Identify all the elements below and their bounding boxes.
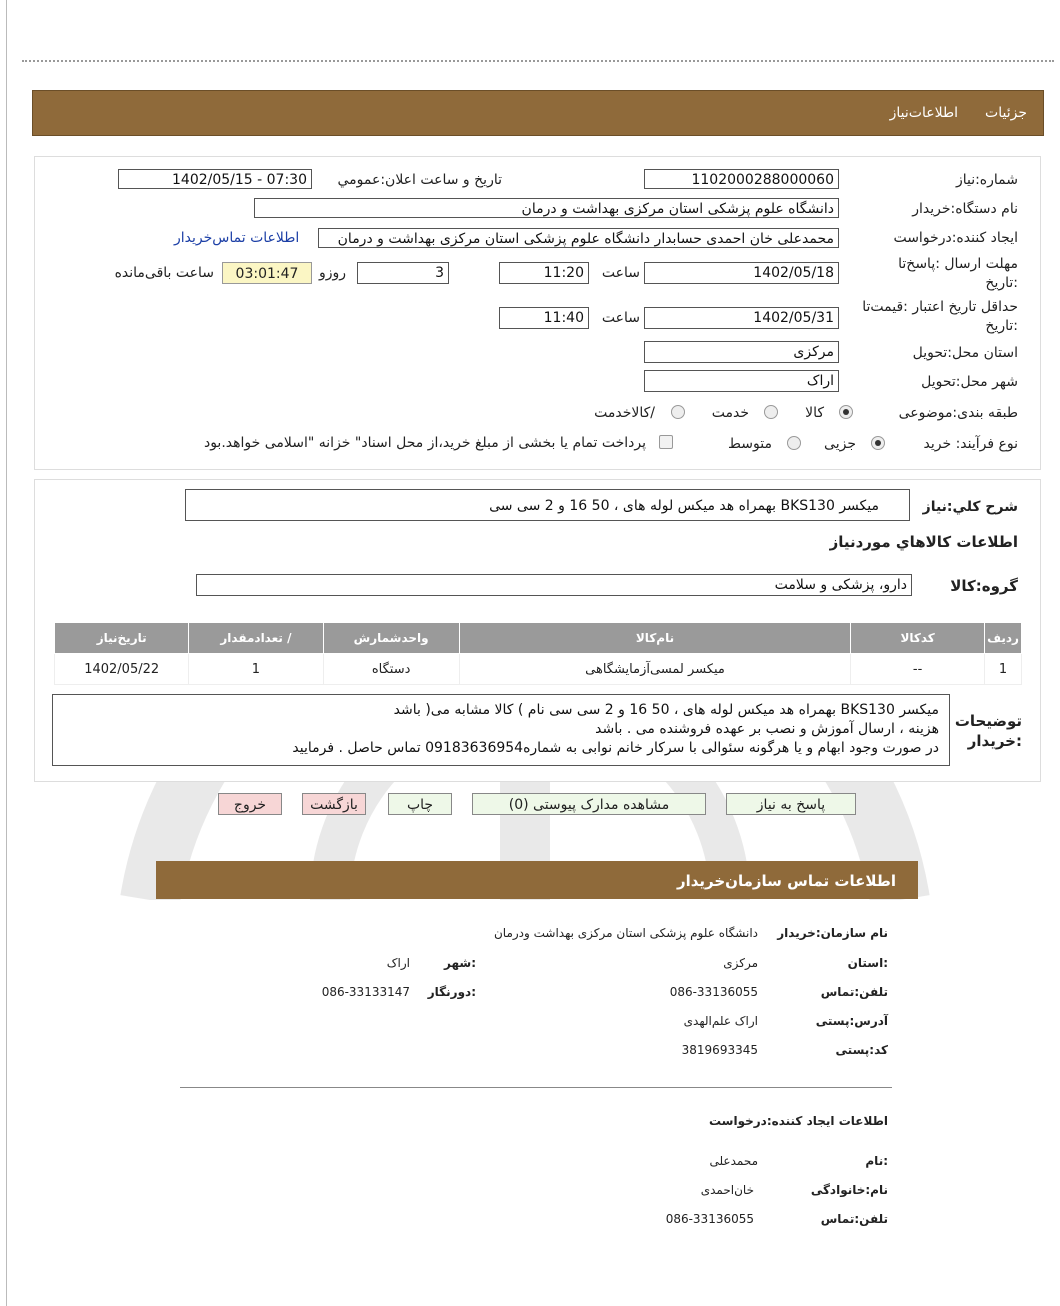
category-service-label: خدمت: [711, 405, 749, 421]
validity-label: حداقل تاریخ اعتبار :قیمت‌تا: [862, 299, 1018, 315]
creator-phone-label: تلفن:تماس: [820, 1212, 888, 1226]
announce-field: 1402/05/15 - 07:30: [118, 169, 312, 189]
process-partial-radio[interactable]: [871, 436, 885, 450]
items-table: [54, 622, 1022, 685]
category-goods-label: کالا: [805, 405, 824, 421]
attachments-button[interactable]: مشاهده مدارک پیوستی (0): [472, 793, 706, 815]
process-type-label: نوع فرآیند: خرید: [923, 436, 1018, 452]
treasury-payment-checkbox[interactable]: [659, 435, 673, 449]
items-section-title: اطلاعات کالاهاي موردنیاز: [829, 533, 1018, 551]
cell-name: میکسر لمسی‌آزمایشگاهی: [459, 654, 850, 685]
col-row: ردیف: [985, 623, 1022, 654]
top-divider: [22, 60, 1054, 62]
city-field: اراک: [644, 370, 839, 392]
contact-address: اراک علم‌الهدی: [683, 1014, 758, 1028]
items-table-header-row: [55, 623, 1022, 654]
buyer-contact-link[interactable]: اطلاعات تماس‌خریدار: [174, 230, 300, 246]
buyer-notes-line-2: هزینه ، ارسال آموزش و نصب بر عهده فروشنده می . باشد: [595, 721, 939, 737]
reply-button[interactable]: پاسخ به نیاز: [726, 793, 856, 815]
contact-city: اراک: [386, 956, 410, 970]
creator-name: محمدعلی: [709, 1154, 758, 1168]
contact-header: [156, 861, 918, 899]
deadline-date-field: 1402/05/18: [644, 262, 839, 284]
category-label: طبقه بندی:موضوعی: [898, 405, 1018, 421]
exit-button[interactable]: خروج: [218, 793, 282, 815]
cell-unit: دستگاه: [323, 654, 459, 685]
page-header-bar: [32, 90, 1044, 136]
contact-phone: 086-33136055: [669, 985, 758, 999]
deadline-time-label: ساعت: [601, 265, 640, 281]
need-number-field: 1102000288000060: [644, 169, 839, 189]
contact-fax-label: :دورنگار: [427, 985, 476, 999]
countdown-timer: 03:01:47: [222, 262, 312, 284]
day-label: روزو: [318, 265, 346, 281]
buyer-notes-line-1: میکسر BKS130 بهمراه هد میکس لوله های ، 50 16 و 2 سی سی نام ) کالا مشابه می( باشد: [393, 702, 939, 718]
category-service-radio[interactable]: [764, 405, 778, 419]
tab-details[interactable]: جزئيات: [985, 105, 1027, 121]
category-both-label: /کالاخدمت: [594, 405, 655, 421]
buyer-notes-label: توضیحات: [954, 712, 1022, 730]
creator-label: ایجاد کننده:درخواست: [893, 230, 1018, 246]
contact-postal-label: کد:پستی: [835, 1043, 888, 1057]
contact-phone-label: تلفن:تماس: [820, 985, 888, 999]
cell-code: --: [851, 654, 985, 685]
deadline-label: مهلت ارسال :پاسخ‌تا: [898, 256, 1018, 272]
remaining-label: ساعت باقی‌مانده: [114, 265, 214, 281]
creator-info-title: اطلاعات ایجاد کننده:درخواست: [708, 1114, 888, 1128]
contact-org-label: نام سازمان:خریدار: [777, 926, 888, 940]
cell-quantity: 1: [189, 654, 323, 685]
general-desc-field: میکسر BKS130 بهمراه هد میکس لوله های ، 50 16 و 2 سی سی: [185, 489, 910, 521]
process-medium-label: متوسط: [728, 436, 772, 452]
process-partial-label: جزیی: [824, 436, 856, 452]
back-button[interactable]: بازگشت: [302, 793, 366, 815]
cell-need-date: 1402/05/22: [55, 654, 189, 685]
contact-org: دانشگاه علوم پزشکی استان مرکزی بهداشت ودرمان: [493, 926, 758, 940]
process-medium-radio[interactable]: [787, 436, 801, 450]
province-label: استان محل:تحویل: [912, 345, 1018, 361]
category-goods-radio[interactable]: [839, 405, 853, 419]
creator-family: خان‌احمدی: [700, 1183, 754, 1197]
creator-name-label: :نام: [865, 1154, 888, 1168]
table-row: [55, 654, 1022, 685]
category-both-radio[interactable]: [671, 405, 685, 419]
tab-need-info[interactable]: اطلاعات‌نیاز: [889, 105, 958, 121]
col-code: کدکالا: [851, 623, 985, 654]
col-unit: واحدشمارش: [323, 623, 459, 654]
deadline-time-field: 11:20: [499, 262, 589, 284]
validity-time-field: 11:40: [499, 307, 589, 329]
need-number-label: شماره:نیاز: [955, 172, 1018, 188]
col-quantity: / تعدادمقدار: [189, 623, 323, 654]
announce-label: تاريخ و ساعت اعلان:عمومي: [337, 172, 502, 188]
contact-province-label: :استان: [847, 956, 888, 970]
buyer-notes-field: [52, 694, 950, 766]
deadline-label-2: :تاریخ: [985, 275, 1018, 291]
contact-title: اطلاعات تماس سازمان‌خریدار: [676, 872, 896, 890]
contact-address-label: آدرس:پستی: [815, 1014, 888, 1028]
contact-fax: 086-33133147: [321, 985, 410, 999]
goods-group-field: دارو، پزشکی و سلامت: [196, 574, 912, 596]
days-field: 3: [357, 262, 449, 284]
contact-postal: 3819693345: [681, 1043, 758, 1057]
validity-date-field: 1402/05/31: [644, 307, 839, 329]
creator-family-label: نام:خانوادگی: [810, 1183, 888, 1197]
creator-phone: 086-33136055: [665, 1212, 754, 1226]
city-label: شهر محل:تحویل: [921, 374, 1018, 390]
validity-time-label: ساعت: [601, 310, 640, 326]
col-name: نام‌کالا: [459, 623, 850, 654]
treasury-payment-note: پرداخت تمام یا بخشی از مبلغ خرید،از محل اسناد" خزانه "اسلامی خواهد.بود: [203, 435, 646, 451]
page-left-border: [6, 0, 7, 1306]
general-desc-label: شرح کلي:نیاز: [922, 499, 1018, 515]
contact-city-label: :شهر: [444, 956, 476, 970]
print-button[interactable]: چاپ: [388, 793, 452, 815]
buyer-org-label: نام دستگاه:خریدار: [912, 201, 1018, 217]
buyer-org-field: دانشگاه علوم پزشکی استان مرکزی بهداشت و درمان: [254, 198, 839, 218]
contact-divider: [180, 1087, 892, 1088]
province-field: مرکزی: [644, 341, 839, 363]
col-need-date: تاریخ‌نیاز: [55, 623, 189, 654]
creator-field: محمدعلی خان احمدی حسابدار دانشگاه علوم پزشکی استان مرکزی بهداشت و درمان: [318, 228, 839, 248]
goods-group-label: گروه:کالا: [950, 577, 1018, 595]
buyer-notes-line-3: در صورت وجود ابهام و یا هرگونه سئوالی با سرکار خانم نوابی به شماره09183636954 تماس حاصل . فرمایید: [292, 740, 939, 756]
contact-province: مرکزی: [723, 956, 758, 970]
validity-label-2: :تاریخ: [985, 318, 1018, 334]
cell-row: 1: [985, 654, 1022, 685]
buyer-notes-label-2: :خریدار: [967, 732, 1022, 750]
